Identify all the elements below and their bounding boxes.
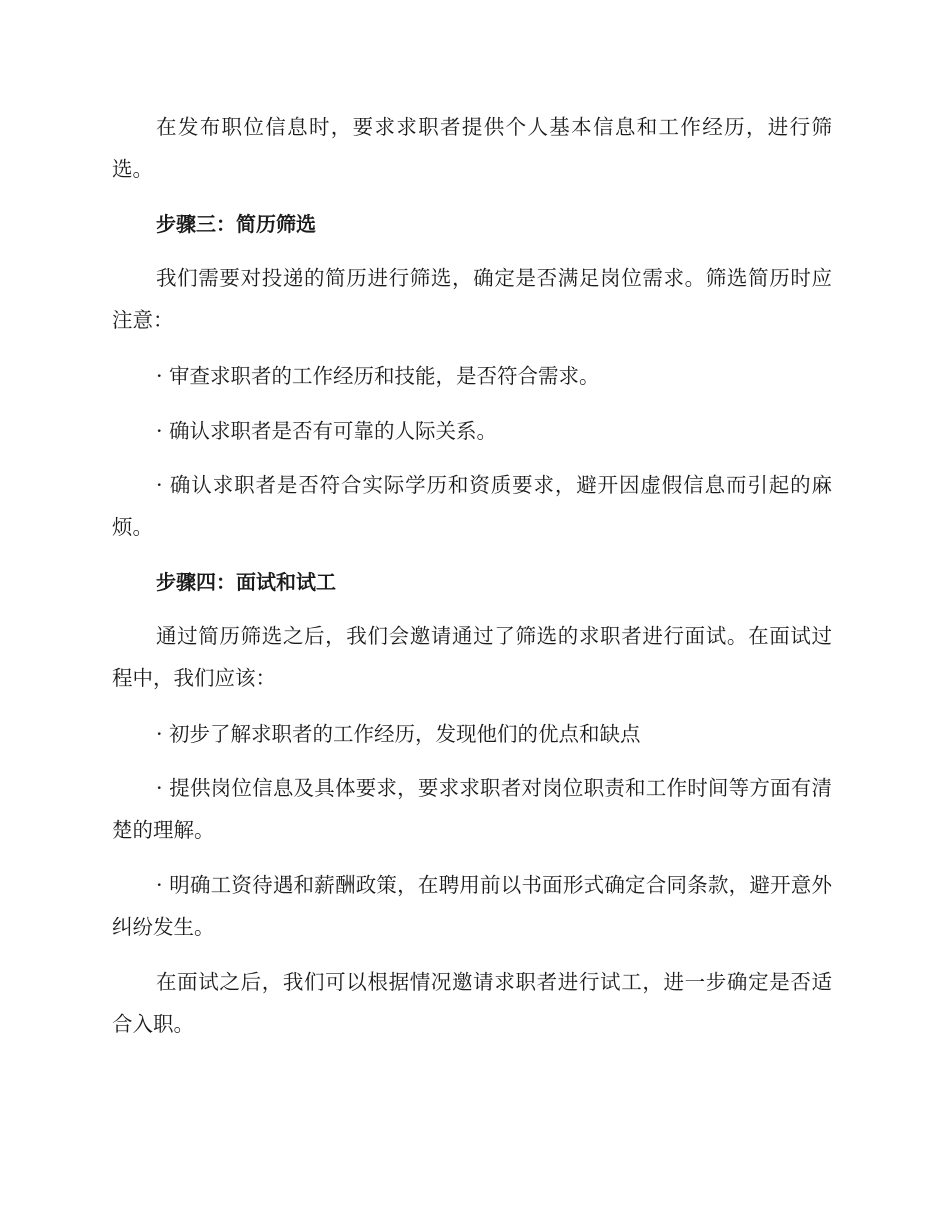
paragraph-screening-info: 在发布职位信息时，要求求职者提供个人基本信息和工作经历，进行筛选。	[112, 115, 832, 181]
bullet-confirm-qualifications: · 确认求职者是否符合实际学历和资质要求，避开因虚假信息而引起的麻烦。	[112, 473, 832, 539]
heading-step-three: 步骤三：简历筛选	[156, 212, 316, 236]
bullet-provide-requirements: · 提供岗位信息及具体要求，要求求职者对岗位职责和工作时间等方面有清楚的理解。	[112, 776, 832, 842]
bullet-review-experience: · 审查求职者的工作经历和技能，是否符合需求。	[156, 364, 600, 388]
bullet-confirm-relations: · 确认求职者是否有可靠的人际关系。	[156, 419, 498, 443]
bullet-clarify-salary: · 明确工资待遇和薪酬政策，在聘用前以书面形式确定合同条款，避开意外纠纷发生。	[112, 873, 832, 939]
paragraph-interview-intro: 通过简历筛选之后，我们会邀请通过了筛选的求职者进行面试。在面试过程中，我们应该：	[112, 624, 832, 690]
bullet-understand-candidate: · 初步了解求职者的工作经历，发现他们的优点和缺点	[156, 722, 641, 746]
paragraph-resume-screening: 我们需要对投递的简历进行筛选，确定是否满足岗位需求。筛选简历时应注意：	[112, 266, 832, 332]
heading-step-four: 步骤四：面试和试工	[156, 570, 336, 594]
paragraph-trial-work: 在面试之后，我们可以根据情况邀请求职者进行试工，进一步确定是否适合入职。	[112, 970, 832, 1036]
